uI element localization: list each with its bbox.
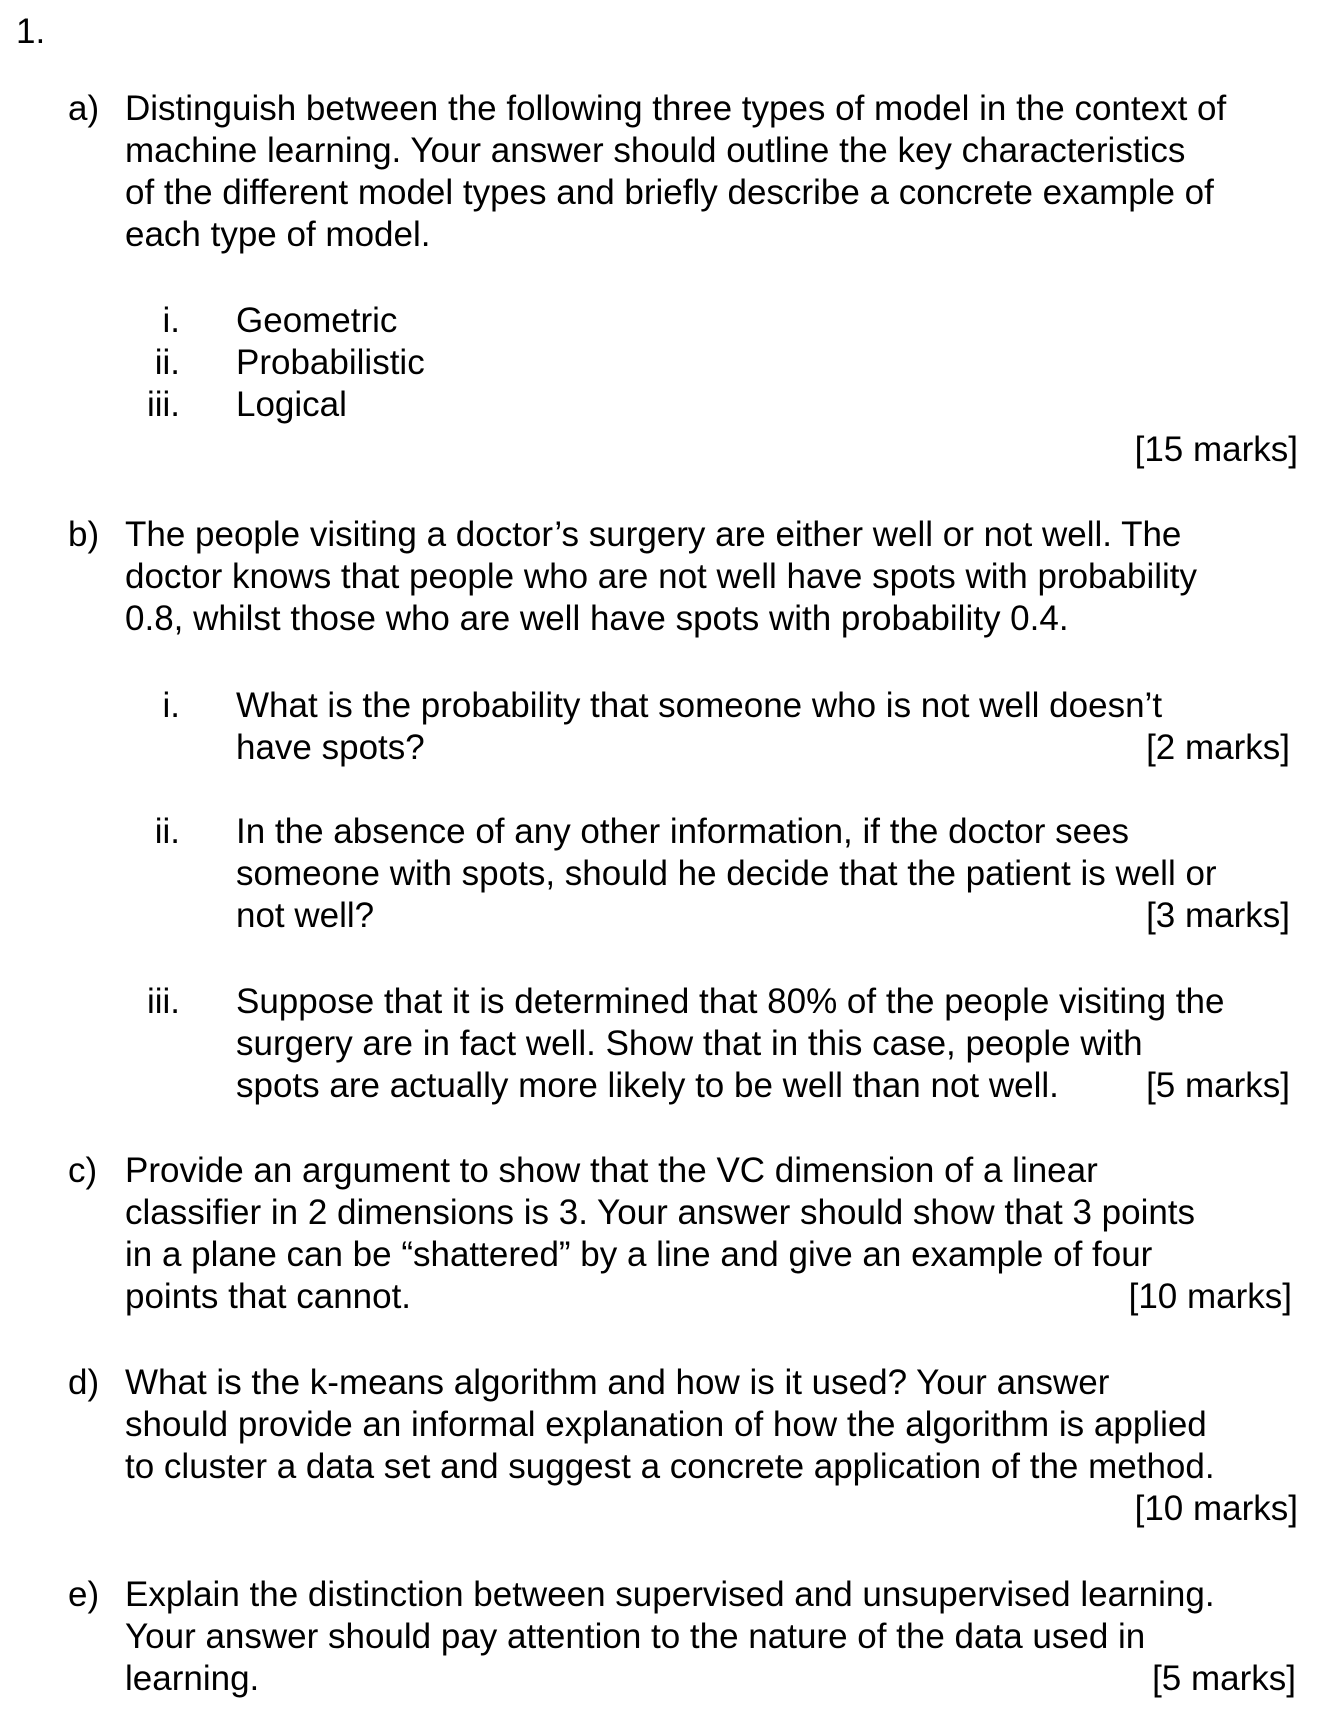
sub-line: have spots? (236, 728, 425, 767)
part-a-line: Distinguish between the following three types of model in the context of (125, 89, 1227, 128)
sub-numeral: ii. (154, 812, 180, 851)
item-text: Logical (236, 385, 347, 424)
part-e-line: Your answer should pay attention to the nature of the data used in (125, 1617, 1146, 1656)
part-a-label: a) (68, 89, 100, 128)
item-text: Probabilistic (236, 343, 425, 382)
part-c-label: c) (68, 1151, 98, 1190)
part-d-line: should provide an informal explanation of how the algorithm is applied (125, 1405, 1207, 1444)
sub-line: surgery are in fact well. Show that in this case, people with (236, 1024, 1143, 1063)
sub-line: In the absence of any other information, if the doctor sees (236, 812, 1130, 851)
sub-marks: [3 marks] (1146, 896, 1290, 935)
item-numeral: iii. (146, 385, 180, 424)
part-a-line: machine learning. Your answer should outline the key characteristics (125, 131, 1186, 170)
item-numeral: ii. (154, 343, 180, 382)
part-c-line: classifier in 2 dimensions is 3. Your answer should show that 3 points (125, 1193, 1196, 1232)
part-e-line: learning. (125, 1659, 260, 1698)
part-d-line: What is the k-means algorithm and how is it used? Your answer (125, 1363, 1110, 1402)
item-numeral: i. (162, 301, 180, 340)
part-c-line: points that cannot. (125, 1277, 412, 1316)
part-b-label: b) (68, 515, 100, 554)
sub-line: spots are actually more likely to be well than not well. (236, 1066, 1059, 1105)
part-a-line: each type of model. (125, 215, 431, 254)
part-a-line: of the different model types and briefly describe a concrete example of (125, 173, 1214, 212)
sub-marks: [5 marks] (1146, 1066, 1290, 1105)
part-b-line: The people visiting a doctor’s surgery are either well or not well. The (125, 515, 1182, 554)
sub-line: Suppose that it is determined that 80% of the people visiting the (236, 982, 1225, 1021)
part-c-marks: [10 marks] (1128, 1277, 1292, 1316)
sub-line: What is the probability that someone who is not well doesn’t (236, 686, 1163, 725)
item-text: Geometric (236, 301, 398, 340)
part-e-label: e) (68, 1575, 100, 1614)
part-b-line: 0.8, whilst those who are well have spots with probability 0.4. (125, 599, 1069, 638)
question-number: 1. (16, 12, 46, 51)
part-e-line: Explain the distinction between supervised and unsupervised learning. (125, 1575, 1215, 1614)
sub-numeral: iii. (146, 982, 180, 1021)
part-c-line: Provide an argument to show that the VC dimension of a linear (125, 1151, 1098, 1190)
part-e-marks: [5 marks] (1152, 1659, 1296, 1698)
part-a-marks: [15 marks] (1134, 430, 1298, 469)
sub-line: someone with spots, should he decide that the patient is well or (236, 854, 1217, 893)
sub-line: not well? (236, 896, 375, 935)
part-d-line: to cluster a data set and suggest a concrete application of the method. (125, 1447, 1215, 1486)
part-b-line: doctor knows that people who are not well have spots with probability (125, 557, 1197, 596)
sub-marks: [2 marks] (1146, 728, 1290, 767)
part-d-marks: [10 marks] (1134, 1489, 1298, 1528)
part-d-label: d) (68, 1363, 100, 1402)
sub-numeral: i. (162, 686, 180, 725)
part-c-line: in a plane can be “shattered” by a line and give an example of four (125, 1235, 1153, 1274)
